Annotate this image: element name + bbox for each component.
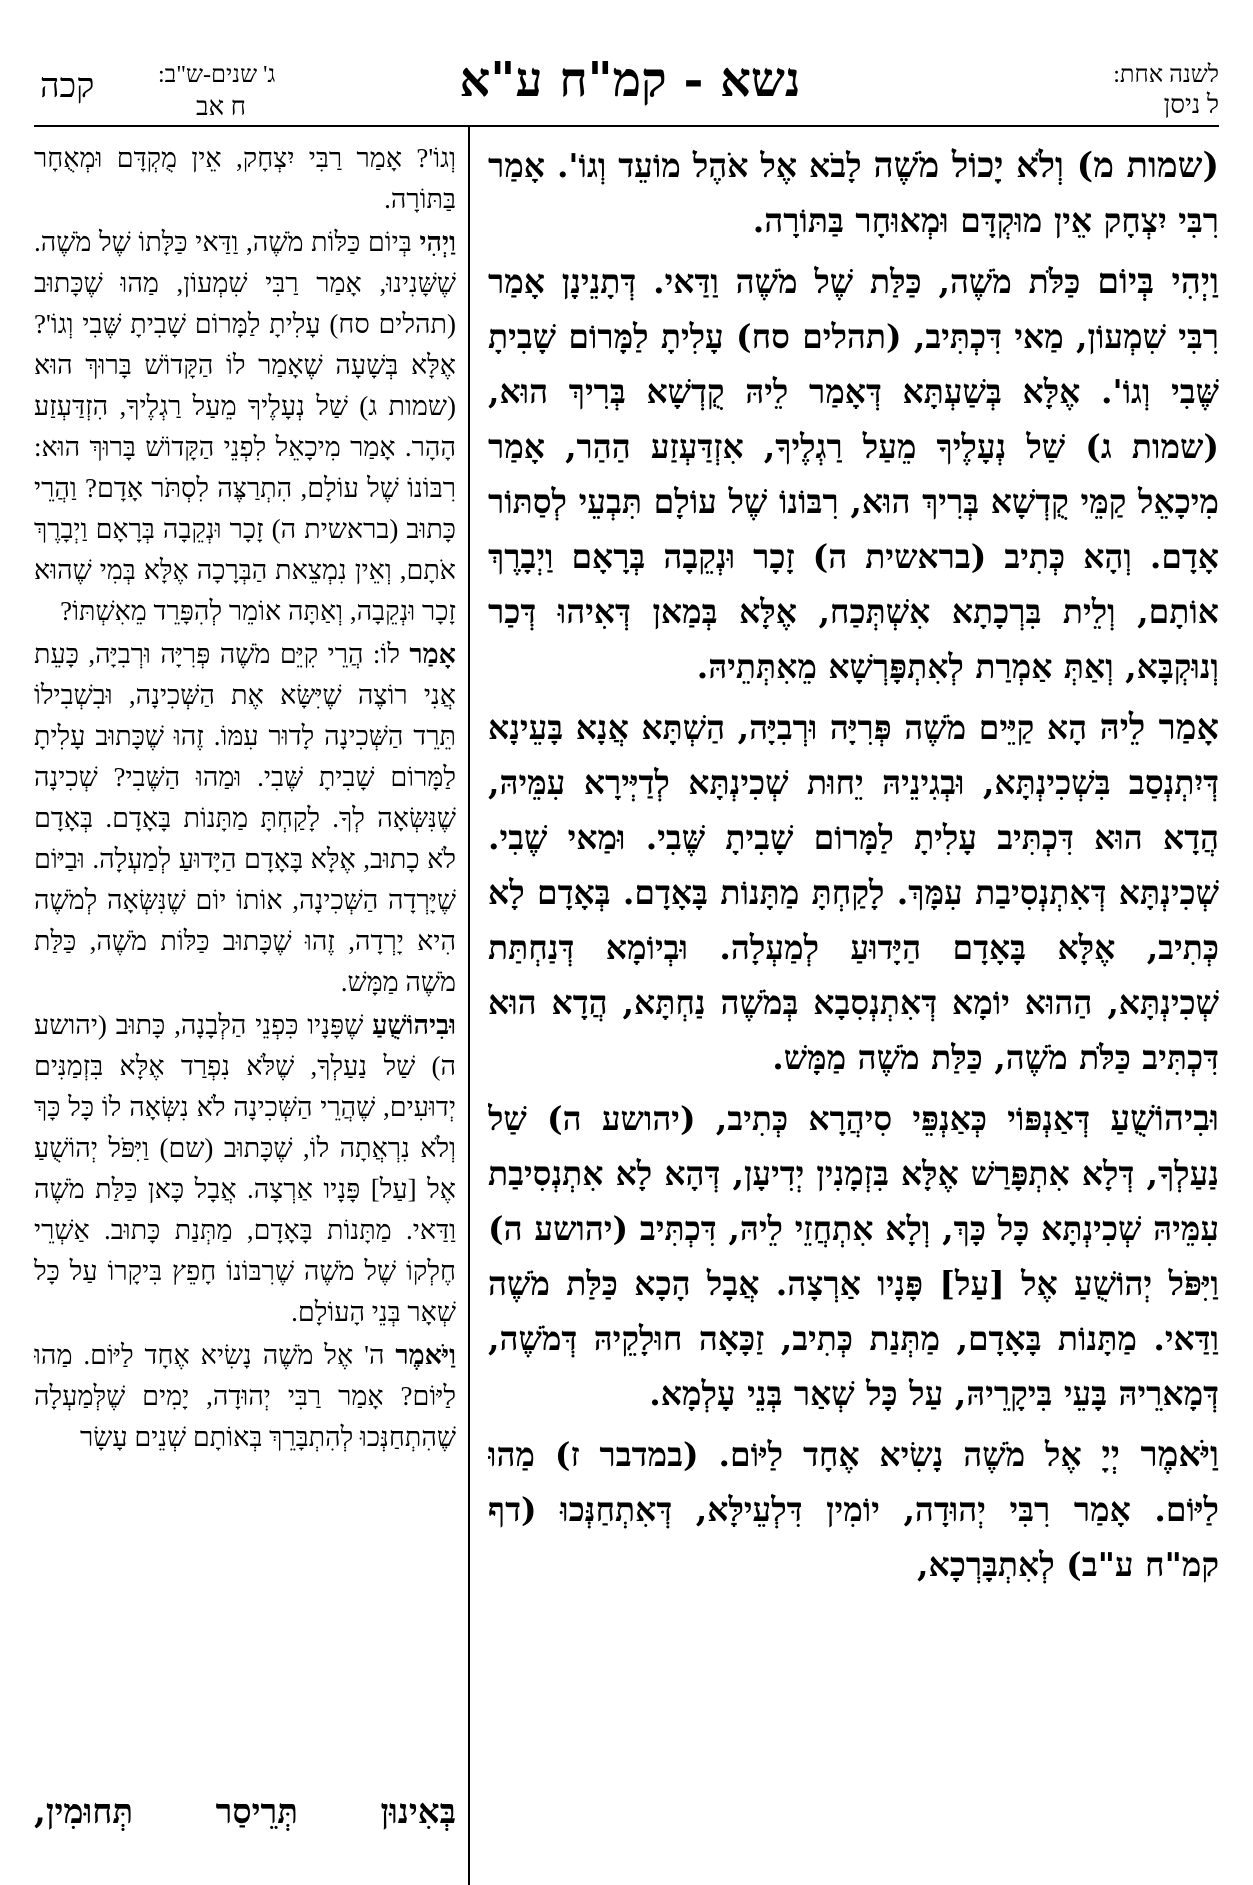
column-divider xyxy=(468,125,470,1885)
header-date-three-years: ח אב xyxy=(196,92,247,121)
paragraph-text: אֶל מֹשֶׁה נָשִׂיא אֶחָד לַיּוֹם. (במדבר ז) מַהוּ לַיּוֹם. אָמַר רִבִּי יְהוּדָה, יוֹמִין דִּלְעֵילָּא, דְּאִתְחַנְּכוּ (דף קמ"ח ע"ב) לְאִתְבָּרְכָא, xyxy=(488,1435,1219,1584)
paragraph-text: וְגוֹ'? אָמַר רַבִּי יִצְחָק, אֵין מֻקְדָּם וּמְאֻחָר בַּתּוֹרָה. xyxy=(34,143,456,214)
paragraph-text: לוֹ: הֲרֵי קִיֵּם מֹשֶׁה פְּרִיָּה וּרְבִיָּה, כָּעֵת אֲנִי רוֹצֶה שֶׁיִּשָּׂא אֶת הַשְּׁכִינָה, וּבִשְׁבִילוֹ תֵּרֵד הַשְּׁכִינָה לָדוּר עִמּוֹ. זֶהוּ שֶׁכָּתוּב עָלִיתָ לַמָּרוֹם שָׁבִיתָ שֶּׁבִי. וּמַהוּ הַשֶּׁבִי? שְׁכִינָה שֶׁנִּשְּׂאָה לְךָ. לָקַחְתָּ מַתָּנוֹת בָּאָדָם. בְּאָדָם לֹא כָתוּב, אֶלָּא בָּאָדָם הַיָּדוּעַ לְמַעְלָה. וּבַיּוֹם שֶׁיָּרְדָה הַשְּׁכִינָה, אוֹתוֹ יוֹם שֶׁנִּשְּׂאָה לְמֹשֶׁה הִיא יָרְדָה, זֶהוּ שֶׁכָּתוּב כַּלּוֹת מֹשֶׁה, כַּלַּת מֹשֶׁה מַמָּשׁ. xyxy=(34,639,456,997)
paragraph xyxy=(34,1335,456,1458)
paragraph xyxy=(34,222,456,632)
paragraph-text: בְּיוֹם כַּלּוֹת מֹשֶׁה, וַדַּאי כַּלָּתוֹ שֶׁל מֹשֶׁה. שֶׁשָּׁנִינוּ, אָמַר רַבִּי שִׁמְעוֹן, מַהוּ שֶׁכָּתוּב (תהלים סח) עָלִיתָ לַמָּרוֹם שָׁבִיתָ שֶּׁבִי וְגוֹ'? אֶלָּא בְּשָׁעָה שֶׁאָמַר לוֹ הַקָּדוֹשׁ בָּרוּךְ הוּא (שמות ג) שַׁל נְעָלֶיךָ מֵעַל רַגְלֶיךָ, הִזְדַּעְזַע הָהָר. אָמַר מִיכָאֵל לִפְנֵי הַקָּדוֹשׁ בָּרוּךְ הוּא: רִבּוֹנוֹ שֶׁל עוֹלָם, הִתְרַצֶּה לִסְתֹּר אָדָם? וַהֲרֵי כָּתוּב (בראשית ה) זָכָר וּנְקֵבָה בְּרָאָם וַיְבָרֶךְ אֹתָם, וְאֵין נִמְצֵאת הַבְּרָכָה אֶלָּא בְּמִי שֶׁהוּא זָכָר וּנְקֵבָה, וְאַתָּה אוֹמֵר לְהִפָּרֵד מֵאִשְׁתּוֹ? xyxy=(34,227,456,626)
paragraph-text: הָא קַיֵּים מֹשֶׁה פְּרִיָּה וּרְבִיָּה, הַשְׁתָּא אֲנָא בָּעֵינָא דְּיִתְנְסַב בִּשְׁכִינְתָּא, וּבְגִינֵיהּ יֵחוּת שְׁכִינְתָּא לְדַיְּירָא עִמֵּיהּ, הֲדָא הוּא דִּכְתִּיב עָלִיתָ לַמָּרוֹם שָׁבִיתָ שֶּׁבִי. וּמַאי שֶׁבִי. שְׁכִינְתָּא דְּאִתְנְסִיבַת עִמָּךְ. לָקַחְתָּ מַתָּנוֹת בָּאָדָם. בְּאָדָם לָא כְּתִיב, אֶלָּא בָּאָדָם הַיָּדוּעַ לְמַעְלָה. וּבְיוֹמָא דְּנַחְתַּת שְׁכִינְתָּא, הַהוּא יוֹמָא דְּאִתְנְסִבָא בְּמֹשֶׁה נַחְתָּא, הֲדָא הוּא דִּכְתִּיב כַּלֹּת מֹשֶׁה, כַּלַּת מֹשֶׁה מַמָּשׁ. xyxy=(488,708,1219,1077)
paragraph xyxy=(34,1005,456,1333)
page-number: קכה xyxy=(40,68,95,105)
paragraph-text: כַּלֹּת מֹשֶׁה, כַּלַּת שֶׁל מֹשֶׁה וַדַּאי. דְּתָנֵינָן אָמַר רִבִּי שִׁמְעוֹן, מַאי דִּכְתִּיב, (תהלים סח) עָלִיתָ לַמָּרוֹם שָׁבִיתָ שֶּׁבִי וְגוֹ'. אֶלָּא בְּשַׁעְתָּא דְּאָמַר לֵיהּ קֻדְשָׁא בְּרִיךְ הוּא, (שמות ג) שַׁל נְעָלֶיךָ מֵעַל רַגְלֶיךָ, אִזְדַּעְזַע הַהַר, אָמַר מִיכָאֵל קַמֵּי קֻדְשָׁא בְּרִיךְ הוּא, רִבּוֹנוֹ שֶׁל עוֹלָם תִּבְעֵי לְסַתּוֹר אָדָם. וְהָא כְּתִיב (בראשית ה) זָכָר וּנְקֵבָה בְּרָאָם וַיְבָרֶךְ אוֹתָם, וְלֵית בִּרְכָתָא אִשְׁתְּכַח, אֶלָּא בְּמַאן דְּאִיהוּ דְּכַר וְנוּקְבָּא, וְאַתְּ אַמְרַת לְאִתְפָּרְשָׁא מֵאִתְּתֵיהּ. xyxy=(488,262,1219,686)
header-date-one-year: ל ניסן xyxy=(1163,90,1219,119)
paragraph xyxy=(488,138,1219,248)
paragraph-lead: וּבִיהוֹשֻׁעַ xyxy=(372,1010,456,1040)
paragraph-text: ה' אֶל מֹשֶׁה נָשִׂיא אֶחָד לַיּוֹם. מַהוּ לַיּוֹם? אָמַר רַבִּי יְהוּדָה, יָמִים שֶׁלְּמַעְלָה שֶׁהִתְחַנְּכוּ לְהִתְבָּרֵךְ בְּאוֹתָם שְׁנֵים עָשָׂר xyxy=(34,1340,456,1452)
page-title: נשא - קמ"ח ע"א xyxy=(459,52,801,108)
paragraph-lead: וַיֹּאמֶר xyxy=(395,1340,456,1370)
paragraph-lead: וּבִיהוֹשֻׁעַ xyxy=(1110,1098,1219,1139)
paragraph xyxy=(488,1091,1219,1421)
header-rule xyxy=(34,125,1219,127)
hebrew-translation-column xyxy=(34,138,456,1738)
paragraph xyxy=(34,138,456,220)
catchword: בְּאִינוּן תְּרֵיסַר תְּחוּמִין, xyxy=(34,1792,456,1832)
paragraph xyxy=(34,634,456,1003)
paragraph-lead: (שמות מ) וְלֹא יָכוֹל מֹשֶׁה xyxy=(873,145,1219,186)
paragraph-lead: אָמַר לֵיהּ xyxy=(1099,707,1219,748)
paragraph-text: לָבֹא אֶל אֹהֶל מוֹעֵד וְגוֹ'. אָמַר רִבִּי יִצְחָק אֵין מוּקְדָּם וּמְאוּחָר בַּתּוֹרָה. xyxy=(488,146,1219,240)
header-cycle-three-years: ג' שנים-ש"ב: xyxy=(158,62,276,88)
paragraph-lead: וַיֹּאמֶר יְיָ xyxy=(1101,1434,1219,1475)
paragraph xyxy=(488,254,1219,694)
paragraph-text: שֶׁפָּנָיו כִּפְנֵי הַלְּבָנָה, כָּתוּב (יהושע ה) שַׁל נַעַלְךָ, שֶׁלֹּא נִפְרַד אֶלָּא בִּזְמַנִּים יְדוּעִים, שֶׁהֲרֵי הַשְּׁכִינָה לֹא נִשְּׂאָה לוֹ כָּל כָּךְ וְלֹא נִרְאֲתָה לוֹ, שֶׁכָּתוּב (שם) וַיִּפֹּל יְהוֹשֻׁעַ אֶל [עַל] פָּנָיו אַרְצָה. אֲבָל כָּאן כַּלַּת מֹשֶׁה וַדַּאי. מַתָּנוֹת בָּאָדָם, מַתְּנַת כָּתוּב. אַשְׁרֵי חֶלְקוֹ שֶׁל מֹשֶׁה שֶׁרִבּוֹנוֹ חָפֵץ בִּיקָרוֹ עַל כָּל שְׁאָר בְּנֵי הָעוֹלָם. xyxy=(34,1010,456,1327)
paragraph xyxy=(488,700,1219,1085)
aramaic-text-column xyxy=(488,138,1219,1768)
paragraph-lead: אָמַר xyxy=(409,639,456,669)
paragraph-text: דְּאַנְפּוֹי כְּאַנְפֵּי סִיהֲרָא כְּתִיב, (יהושע ה) שַׁל נַעַלְךָ, דְּלָא אִתְפָּרַשׁ אֶלָּא בִּזְמָנִין יְדִיעָן, דְּהָא לָא אִתְנְסִיבַת עִמֵּיהּ שְׁכִינְתָּא כָּל כָּךְ, וְלָא אִתְחֲזֵי לֵיהּ, דִּכְתִּיב (יהושע ה) וַיִּפֹּל יְהוֹשֻׁעַ אֶל [עַל] פָּנָיו אַרְצָה. אֲבָל הָכָא כַּלַּת מֹשֶׁה וַדַּאי. מַתָּנוֹת בָּאָדָם, מַתְּנַת כְּתִיב, זַכָּאָה חוּלָקֵיהּ דְּמֹשֶׁה, דְּמָארֵיהּ בָּעֵי בִּיקָרֵיהּ, עַל כָּל שְׁאַר בְּנֵי עָלְמָא. xyxy=(488,1099,1219,1413)
header-cycle-one-year: לשנה אחת: xyxy=(1113,62,1219,88)
paragraph-lead: וַיְהִי xyxy=(419,227,456,257)
paragraph xyxy=(488,1427,1219,1592)
paragraph-lead: וַיְהִי בְּיוֹם xyxy=(1097,261,1219,302)
